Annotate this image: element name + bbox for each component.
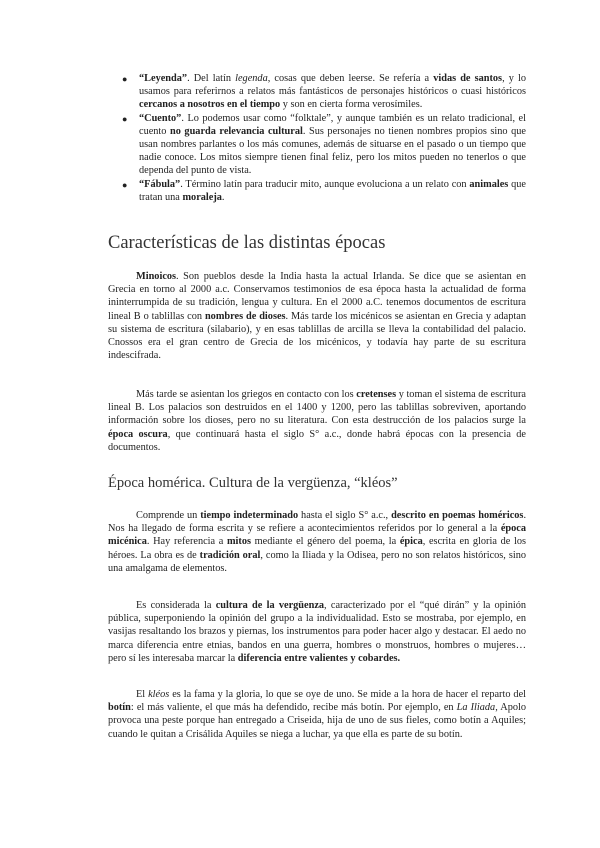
paragraph-kleos: El kléos es la fama y la gloria, lo que se oye de uno. Se mide a la hora de hacer el reparto del botín: el más valiente, el que más ha defendido, recibe más botín. Por ejemplo, en La Iliada, Apolo provoca una peste porque han entregado a Criseida, hija de uno de sus fieles, como botín a Aquiles; cuando le quitan a Crisálida Aquiles se niega a luchar, ya que ella es parte de su botín. bbox=[108, 689, 527, 740]
bullet-icon: ● bbox=[122, 113, 128, 124]
definition-list bbox=[108, 72, 526, 204]
bullet-icon: ● bbox=[122, 179, 128, 190]
bullet-icon: ● bbox=[122, 74, 128, 84]
list-item: ● “Leyenda”. Del latín legenda, cosas que deben leerse. Se refería a vidas de santos, y lo usamos para referirnos a relatos más fantásticos de personajes históricos o cuasi históricos cercanos a nosotros en el tiempo y son en cierta forma verosímiles. bbox=[122, 73, 527, 111]
section-heading: Características de las distintas épocas bbox=[108, 233, 386, 253]
subsection-heading: Época homérica. Cultura de la vergüenza, “kléos” bbox=[108, 475, 398, 491]
paragraph-minoicos: Minoicos. Son pueblos desde la India hasta la actual Irlanda. Se dice que se asientan en Grecia en torno al 2000 a.c. Conservamos testimonios de esa época hasta la actualidad de forma ininterrumpida de su tradición, lengua y cultura. En el 2000 a.C. tenemos documentos de escritura lineal B o tablillas con nombres de dioses. Más tarde los micénicos se asientan en Grecia y adaptan su sistema de escritura (silabario), y en esas tablillas de arcilla se lleva la contabilidad del palacio. Cnossos era el gran centro de Grecia de los micénicos, y todavía hay parte de su escritura indescifrada. bbox=[108, 271, 526, 362]
paragraph-tiempo: Comprende un tiempo indeterminado hasta el siglo S° a.c., descrito en poemas homéricos. Nos ha llegado de forma escrita y se refiere a acontecimientos referidos por lo general a la época micénica. Hay referencia a mitos mediante el género del poema, la épica, escrita en gloria de los héroes. La obra es de tradición oral, como la Iliada y la Odisea, pero no son relatos históricos, sino una amalgama de elementos. bbox=[108, 510, 527, 574]
list-item: ● “Cuento”. Lo podemos usar como “folktale”, y aunque también es un relato tradicional, el cuento no guarda relevancia cultural. Sus personajes no tienen nombres propios sino que usan nombres parlantes o los más comunes, además de situarse en el pasado o un tiempo que nadie conoce. Los mitos siempre tienen final feliz, pero los mitos pueden no tenerlos o que dependa del punto de vista. bbox=[122, 112, 526, 177]
paragraph-verguenza: Es considerada la cultura de la vergüenza, caracterizado por el “qué dirán” y la opinión pública, superponiendo la opinión del grupo a la individualidad. Esto se mostraba, por ejemplo, en vasijas resaltando los brazos y piernas, los instrumentos para poder hacer algo y destacar. El aedo no marca diferencia entre etnias, bandos en una guerra, hombres o monstruos, hombres o mujeres… pero sí les interesaba marcar la diferencia entre valientes y cobardes. bbox=[108, 600, 527, 664]
paragraph-griegos: Más tarde se asientan los griegos en contacto con los cretenses y toman el sistema de escritura lineal B. Los palacios son destruidos en el 1400 y 1200, pero las tablillas sobreviven, aportando información sobre los dioses, pero no su literatura. Con esta destrucción de los palacios surge la época oscura, que continuará hasta el siglo S° a.c., donde habrá épocas con la presencia de documentos. bbox=[108, 389, 526, 453]
list-item: ● “Fábula”. Término latín para traducir mito, aunque evoluciona a un relato con animales que tratan una moraleja. bbox=[122, 178, 526, 203]
